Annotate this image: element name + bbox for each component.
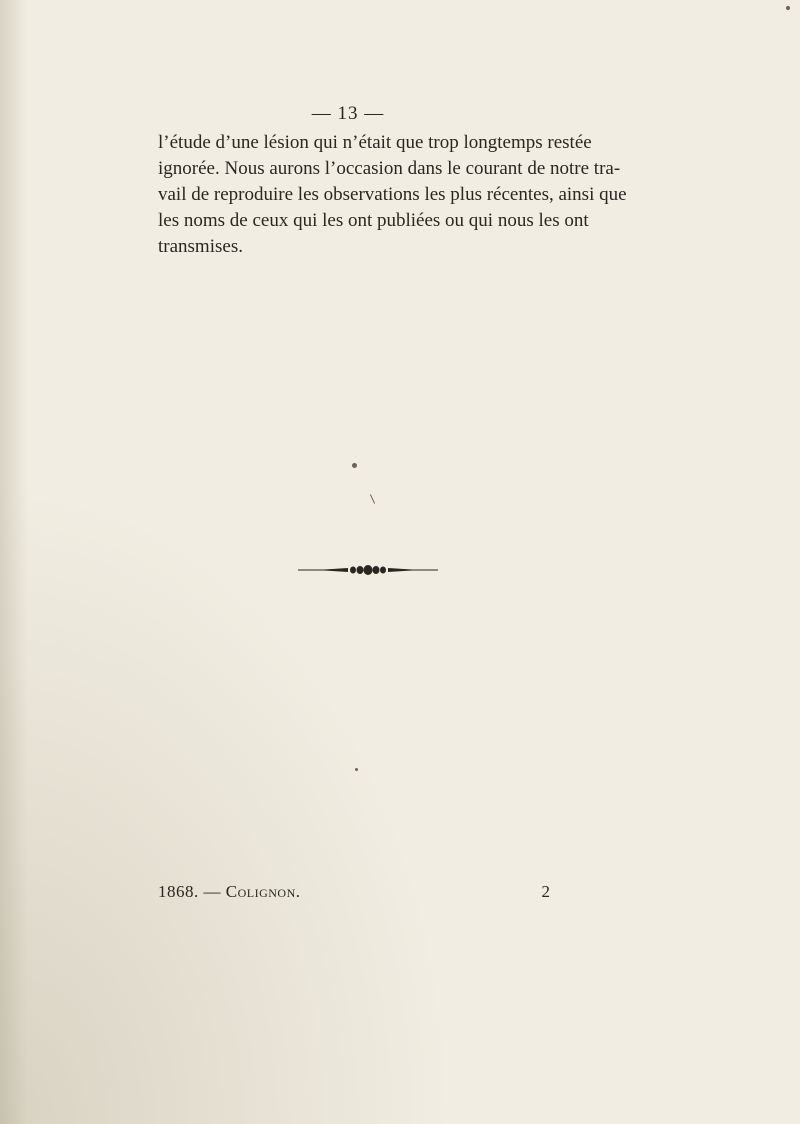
imprint-year: 1868.: [158, 882, 199, 901]
imprint-author: Colignon.: [225, 882, 301, 901]
paragraph-line: ignorée. Nous aurons l’occasion dans le courant de notre tra-: [158, 158, 621, 179]
page-number: — 13 —: [311, 103, 385, 124]
paper-speck: [355, 768, 358, 771]
paper-speck: [370, 494, 375, 503]
paper-speck: [352, 463, 357, 468]
paper-speck: [786, 6, 790, 10]
section-end-ornament: [298, 563, 438, 577]
paragraph-line: transmises.: [158, 236, 243, 257]
paragraph-line: l’étude d’une lésion qui n’était que trop longtemps restée: [158, 132, 592, 153]
paragraph: [158, 130, 627, 260]
paragraph-line: les noms de ceux qui les ont publiées ou qui nous les ont: [158, 210, 589, 231]
imprint-dash: —: [203, 882, 221, 901]
imprint: [158, 882, 301, 902]
signature-mark: 2: [541, 882, 550, 901]
paragraph-line: vail de reproduire les observations les plus récentes, ainsi que: [158, 184, 627, 205]
